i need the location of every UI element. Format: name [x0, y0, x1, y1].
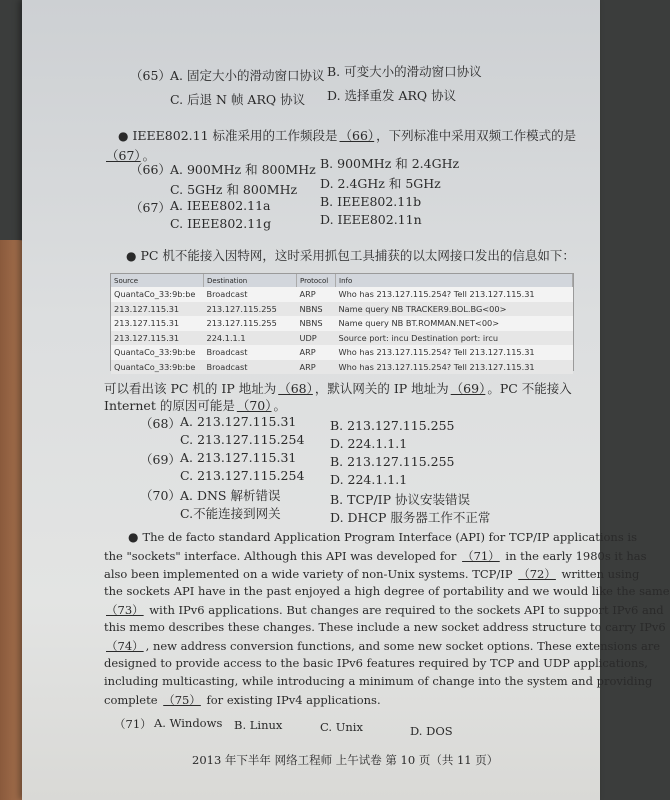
cell-protocol: ARP: [297, 360, 336, 375]
q68-stem: [126, 246, 575, 264]
cell-destination: 213.127.115.255: [206, 318, 277, 329]
cell-info: Name query NB BT.ROMMAN.NET<00>: [338, 318, 500, 329]
q69-option-c: C. 213.127.115.254: [180, 468, 305, 483]
cell-destination: Broadcast: [206, 289, 248, 300]
passage-line-4: the sockets API have in the past enjoyed a high degree of portability and we would like the same: [104, 584, 670, 598]
q68-option-d: D. 224.1.1.1: [330, 436, 408, 451]
passage-text: complete: [104, 693, 158, 707]
passage-line-10: [104, 692, 381, 708]
q67-option-d: D. IEEE802.11n: [320, 212, 422, 227]
cell-info: Who has 213.127.115.254? Tell 213.127.115.31: [338, 289, 535, 300]
packet-capture-table: [110, 273, 574, 371]
cell-source: QuantaCo_33:9b:be: [114, 289, 196, 300]
q68-option-b: B. 213.127.115.255: [330, 418, 455, 433]
passage-text: the "sockets" interface. Although this API was developed for: [104, 549, 457, 563]
passage-text: written using: [561, 567, 640, 581]
q71-num: （71）: [114, 717, 152, 731]
q66-stem-part1: IEEE802.11 标准采用的工作频段是: [132, 128, 338, 143]
passage-text: with IPv6 applications. But changes are required to the sockets API to support IPv6 and: [149, 603, 664, 617]
cell-source: QuantaCo_33:9b:be: [114, 347, 196, 358]
q65-option-a: A. 固定大小的滑动窗口协议: [170, 68, 325, 83]
q71-option-a: A. Windows: [154, 716, 223, 730]
q65-option-c: C. 后退 N 帧 ARQ 协议: [170, 92, 306, 107]
q68-follow-part1: 可以看出该 PC 机的 IP 地址为: [104, 381, 277, 396]
passage-line-9: including multicasting, while introducing a minimum of change into the system and providing: [104, 674, 653, 688]
cell-source: 213.127.115.31: [111, 302, 204, 317]
passage-text: The de facto standard Application Program Interface (API) for TCP/IP applications is: [142, 530, 637, 544]
q71-option-d: D. DOS: [410, 724, 453, 738]
cell-protocol: ARP: [299, 347, 316, 358]
col-header-info: Info: [336, 274, 573, 287]
q67-blank: （67）: [106, 148, 141, 163]
col-header-protocol: Protocol: [297, 274, 336, 287]
q68-follow-line1: [104, 379, 572, 397]
passage-line-5: [104, 602, 664, 618]
q65-option-b: B. 可变大小的滑动窗口协议: [327, 64, 482, 79]
passage-text: for existing IPv4 applications.: [206, 693, 381, 707]
cell-info: Who has 213.127.115.254? Tell 213.127.115.31: [338, 347, 535, 358]
q65-num: （65）: [130, 68, 171, 83]
q66-blank: （66）: [339, 128, 375, 143]
cell-destination: 213.127.115.255: [204, 302, 297, 317]
q68-follow-part3: 。PC 不能接入: [487, 381, 572, 396]
q70-stem-end: 。: [273, 398, 287, 413]
q71-option-c: C. Unix: [320, 720, 363, 734]
q65-option-d: D. 选择重发 ARQ 协议: [327, 88, 457, 103]
cell-destination: 224.1.1.1: [204, 331, 297, 346]
q68-num: （68）: [140, 416, 181, 431]
q68-stem-text: PC 机不能接入因特网，这时采用抓包工具捕获的以太网接口发出的信息如下：: [140, 248, 575, 263]
exam-page: [22, 0, 670, 800]
col-header-source: Source: [111, 274, 204, 287]
passage-line-7: [104, 638, 660, 654]
table-row: [111, 345, 573, 360]
q66-option-a: A. 900MHz 和 800MHz: [170, 162, 316, 177]
q67-num: （67）: [130, 200, 171, 215]
bullet-icon: ●: [126, 249, 137, 263]
cell-source: 213.127.115.31: [111, 331, 204, 346]
q68-follow-part2: ，默认网关的 IP 地址为: [314, 381, 449, 396]
passage-text: in the early 1980s it has: [505, 549, 647, 563]
q70-option-c: C.不能连接到网关: [180, 506, 281, 521]
table-row: [111, 302, 573, 317]
q66-option-b: B. 900MHz 和 2.4GHz: [320, 156, 460, 171]
cell-protocol: NBNS: [299, 318, 323, 329]
q72-blank: （72）: [518, 567, 556, 581]
q75-blank: （75）: [163, 693, 201, 707]
q67-option-a: A. IEEE802.11a: [170, 198, 271, 213]
q68-option-c: C. 213.127.115.254: [180, 432, 305, 447]
cell-info: Who has 213.127.115.254? Tell 213.127.115.31: [336, 360, 573, 375]
cell-protocol: ARP: [299, 289, 316, 300]
table-row: [111, 287, 573, 302]
col-header-destination: Destination: [204, 274, 297, 287]
q69-option-d: D. 224.1.1.1: [330, 472, 408, 487]
q70-option-b: B. TCP/IP 协议安装错误: [330, 492, 470, 507]
q66-option-d: D. 2.4GHz 和 5GHz: [320, 176, 441, 191]
passage-line-2: [104, 548, 647, 564]
q70-num: （70）: [140, 488, 181, 503]
cell-protocol: UDP: [297, 331, 336, 346]
q68-option-a: A. 213.127.115.31: [180, 414, 297, 429]
q69-num: （69）: [140, 452, 181, 467]
q70-option-d: D. DHCP 服务器工作不正常: [330, 510, 491, 525]
q67-option-c: C. IEEE802.11g: [170, 216, 272, 231]
table-row: [111, 331, 573, 346]
bullet-icon: ●: [128, 530, 139, 544]
q66-stem-end: 。: [142, 148, 156, 163]
q66-option-c: C. 5GHz 和 800MHz: [170, 182, 298, 197]
q66-stem: [118, 126, 576, 144]
passage-line-6: this memo describes these changes. These include a new socket address structure to carry IPv6: [104, 620, 666, 634]
cell-info: Name query NB TRACKER9.BOL.BG<00>: [336, 302, 573, 317]
passage-line-1: [128, 530, 637, 544]
q71-option-b: B. Linux: [234, 718, 283, 732]
q73-blank: （73）: [106, 603, 144, 617]
cell-destination: Broadcast: [206, 347, 248, 358]
page-footer: 2013 年下半年 网络工程师 上午试卷 第 10 页（共 11 页）: [192, 753, 499, 767]
bullet-icon: ●: [118, 129, 129, 143]
q70-blank: （70）: [236, 398, 272, 413]
q69-option-a: A. 213.127.115.31: [180, 450, 297, 465]
q70-option-a: A. DNS 解析错误: [180, 488, 281, 503]
cell-source: 213.127.115.31: [114, 318, 180, 329]
passage-line-3: [104, 566, 639, 582]
q66-num: （66）: [130, 162, 171, 177]
q70-stem: Internet 的原因可能是: [104, 398, 235, 413]
passage-text: , new address conversion functions, and some new socket options. These extensions are: [145, 639, 661, 653]
q69-option-b: B. 213.127.115.255: [330, 454, 455, 469]
q69-blank: （69）: [450, 381, 486, 396]
q74-blank: （74）: [106, 639, 144, 653]
cell-protocol: NBNS: [297, 302, 336, 317]
q68-blank: （68）: [278, 381, 313, 396]
q66-stem-part2: ，下列标准中采用双频工作模式的是: [376, 128, 577, 143]
q68-follow-line2: [104, 396, 286, 414]
q71-blank: （71）: [462, 549, 500, 563]
q67-option-b: B. IEEE802.11b: [320, 194, 422, 209]
passage-text: also been implemented on a wide variety of non-Unix systems. TCP/IP: [104, 567, 513, 581]
cell-info: Source port: incu Destination port: ircu: [336, 331, 573, 346]
table-row: [111, 316, 573, 331]
cell-source: QuantaCo_33:9b:be: [111, 360, 204, 375]
passage-line-8: designed to provide access to the basic IPv6 features required by TCP and UDP applications,: [104, 656, 648, 670]
cell-destination: Broadcast: [204, 360, 297, 375]
table-row: [111, 360, 573, 375]
